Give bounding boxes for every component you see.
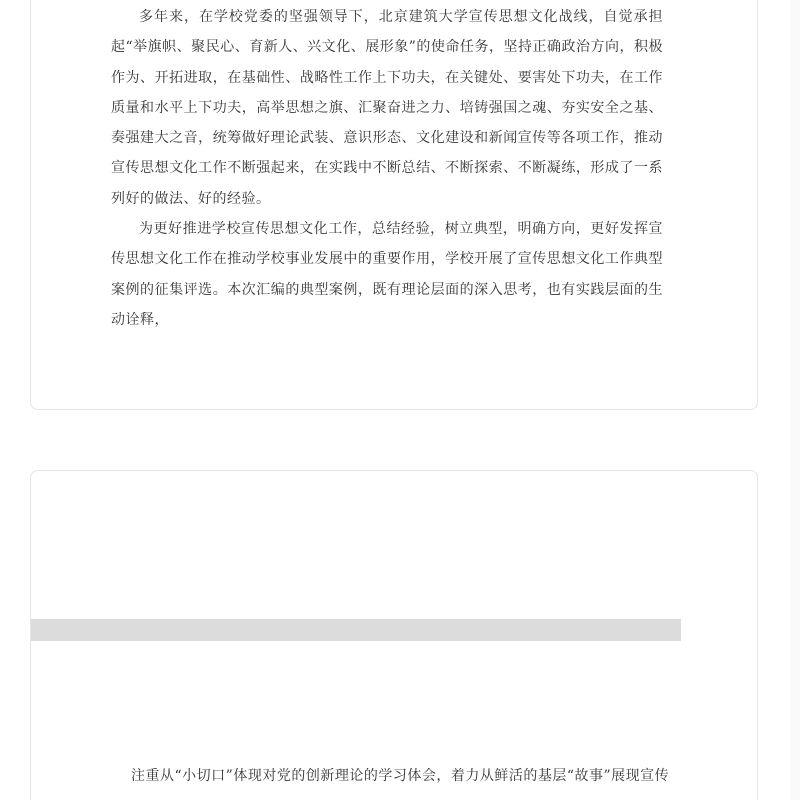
paragraph-3: 注重从“小切口”体现对党的创新理论的学习体会，着力从鲜活的基层“故事”展现宣传 [131, 768, 670, 784]
document-page-1 [30, 0, 758, 410]
document-page-2 [30, 470, 758, 800]
paragraph-2: 为更好推进学校宣传思想文化工作，总结经验，树立典型，明确方向，更好发挥宣传思想文化工作在推动学校事业发展中的重要作用，学校开展了宣传思想文化工作典型案例的征集评选。本次汇编的典型案例，既有理论层面的深入思考，也有实践层面的生动诠释， [111, 221, 663, 328]
scrollbar[interactable] [790, 0, 800, 800]
paragraph-1: 多年来，在学校党委的坚强领导下，北京建筑大学宣传思想文化战线，自觉承担起“举旗帜、聚民心、育新人、兴文化、展形象”的使命任务，坚持正确政治方向，积极作为、开拓进取，在基础性、战略性工作上下功夫，在关键处、要害处下功夫，在工作质量和水平上下功夫，高举思想之旗、汇聚奋进之力、培铸强国之魂、夯实安全之基、奏强建大之音，统筹做好理论武装、意识形态、文化建设和新闻宣传等各项工作，推动宣传思想文化工作不断强起来，在实践中不断总结、不断探索、不断凝练，形成了一系列好的做法、好的经验。 [111, 9, 663, 207]
page-1-text [111, 2, 663, 335]
page-loading-band [31, 619, 681, 641]
page-2-text [131, 761, 691, 791]
